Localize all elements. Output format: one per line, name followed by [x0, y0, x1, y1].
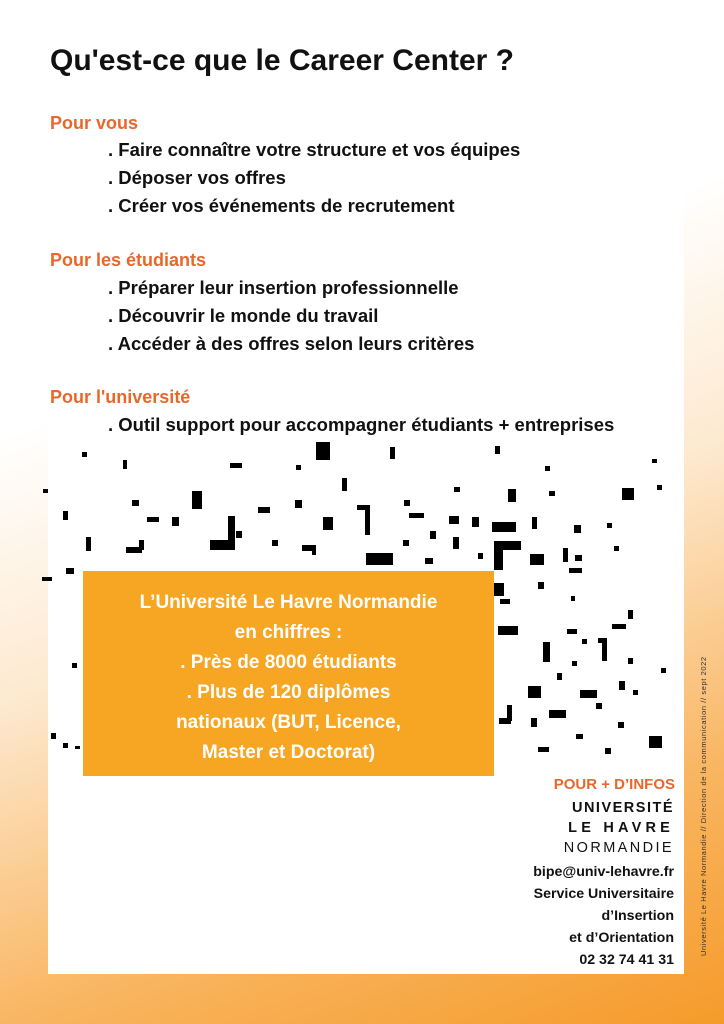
logo-line: UNIVERSITÉ [571, 800, 674, 816]
stats-line: Master et Doctorat) [201, 742, 376, 763]
email-link[interactable]: bipe@univ-lehavre.fr [533, 864, 674, 880]
list-item: . Découvrir le monde du travail [108, 305, 379, 326]
stats-line: nationaux (BUT, Licence, [176, 712, 401, 733]
list-item: . Préparer leur insertion professionnelle [108, 277, 459, 298]
page-title: Qu'est-ce que le Career Center ? [50, 44, 514, 77]
contact-block [533, 861, 674, 971]
service-line: et d’Orientation [569, 930, 674, 946]
list-item: . Créer vos événements de recrutement [108, 195, 455, 216]
list-item: . Accéder à des offres selon leurs critères [108, 333, 475, 354]
service-line: Service Universitaire [533, 886, 674, 902]
credit-line: Université Le Havre Normandie // Direction de la communication // sept 2022 [699, 656, 708, 956]
stats-line: . Près de 8000 étudiants [180, 652, 397, 673]
info-heading: POUR + D’INFOS [553, 776, 675, 793]
service-line: d’Insertion [601, 908, 674, 924]
phone-number: 02 32 74 41 31 [579, 952, 674, 968]
university-logo [564, 798, 674, 858]
list-item: . Faire connaître votre structure et vos équipes [108, 139, 521, 160]
logo-line: NORMANDIE [563, 840, 674, 856]
stats-line: L’Université Le Havre Normandie [139, 592, 438, 613]
logo-line: LE HAVRE [568, 820, 674, 836]
list-item: . Déposer vos offres [108, 167, 286, 188]
list-item: . Outil support pour accompagner étudiants + entreprises [108, 414, 615, 435]
section-heading-pour-l-universite: Pour l'université [50, 387, 191, 407]
stats-line: en chiffres : [234, 622, 343, 643]
stats-box [83, 571, 494, 776]
section-heading-pour-les-etudiants: Pour les étudiants [50, 250, 207, 270]
section-heading-pour-vous: Pour vous [50, 113, 139, 133]
stats-line: . Plus de 120 diplômes [186, 682, 391, 703]
